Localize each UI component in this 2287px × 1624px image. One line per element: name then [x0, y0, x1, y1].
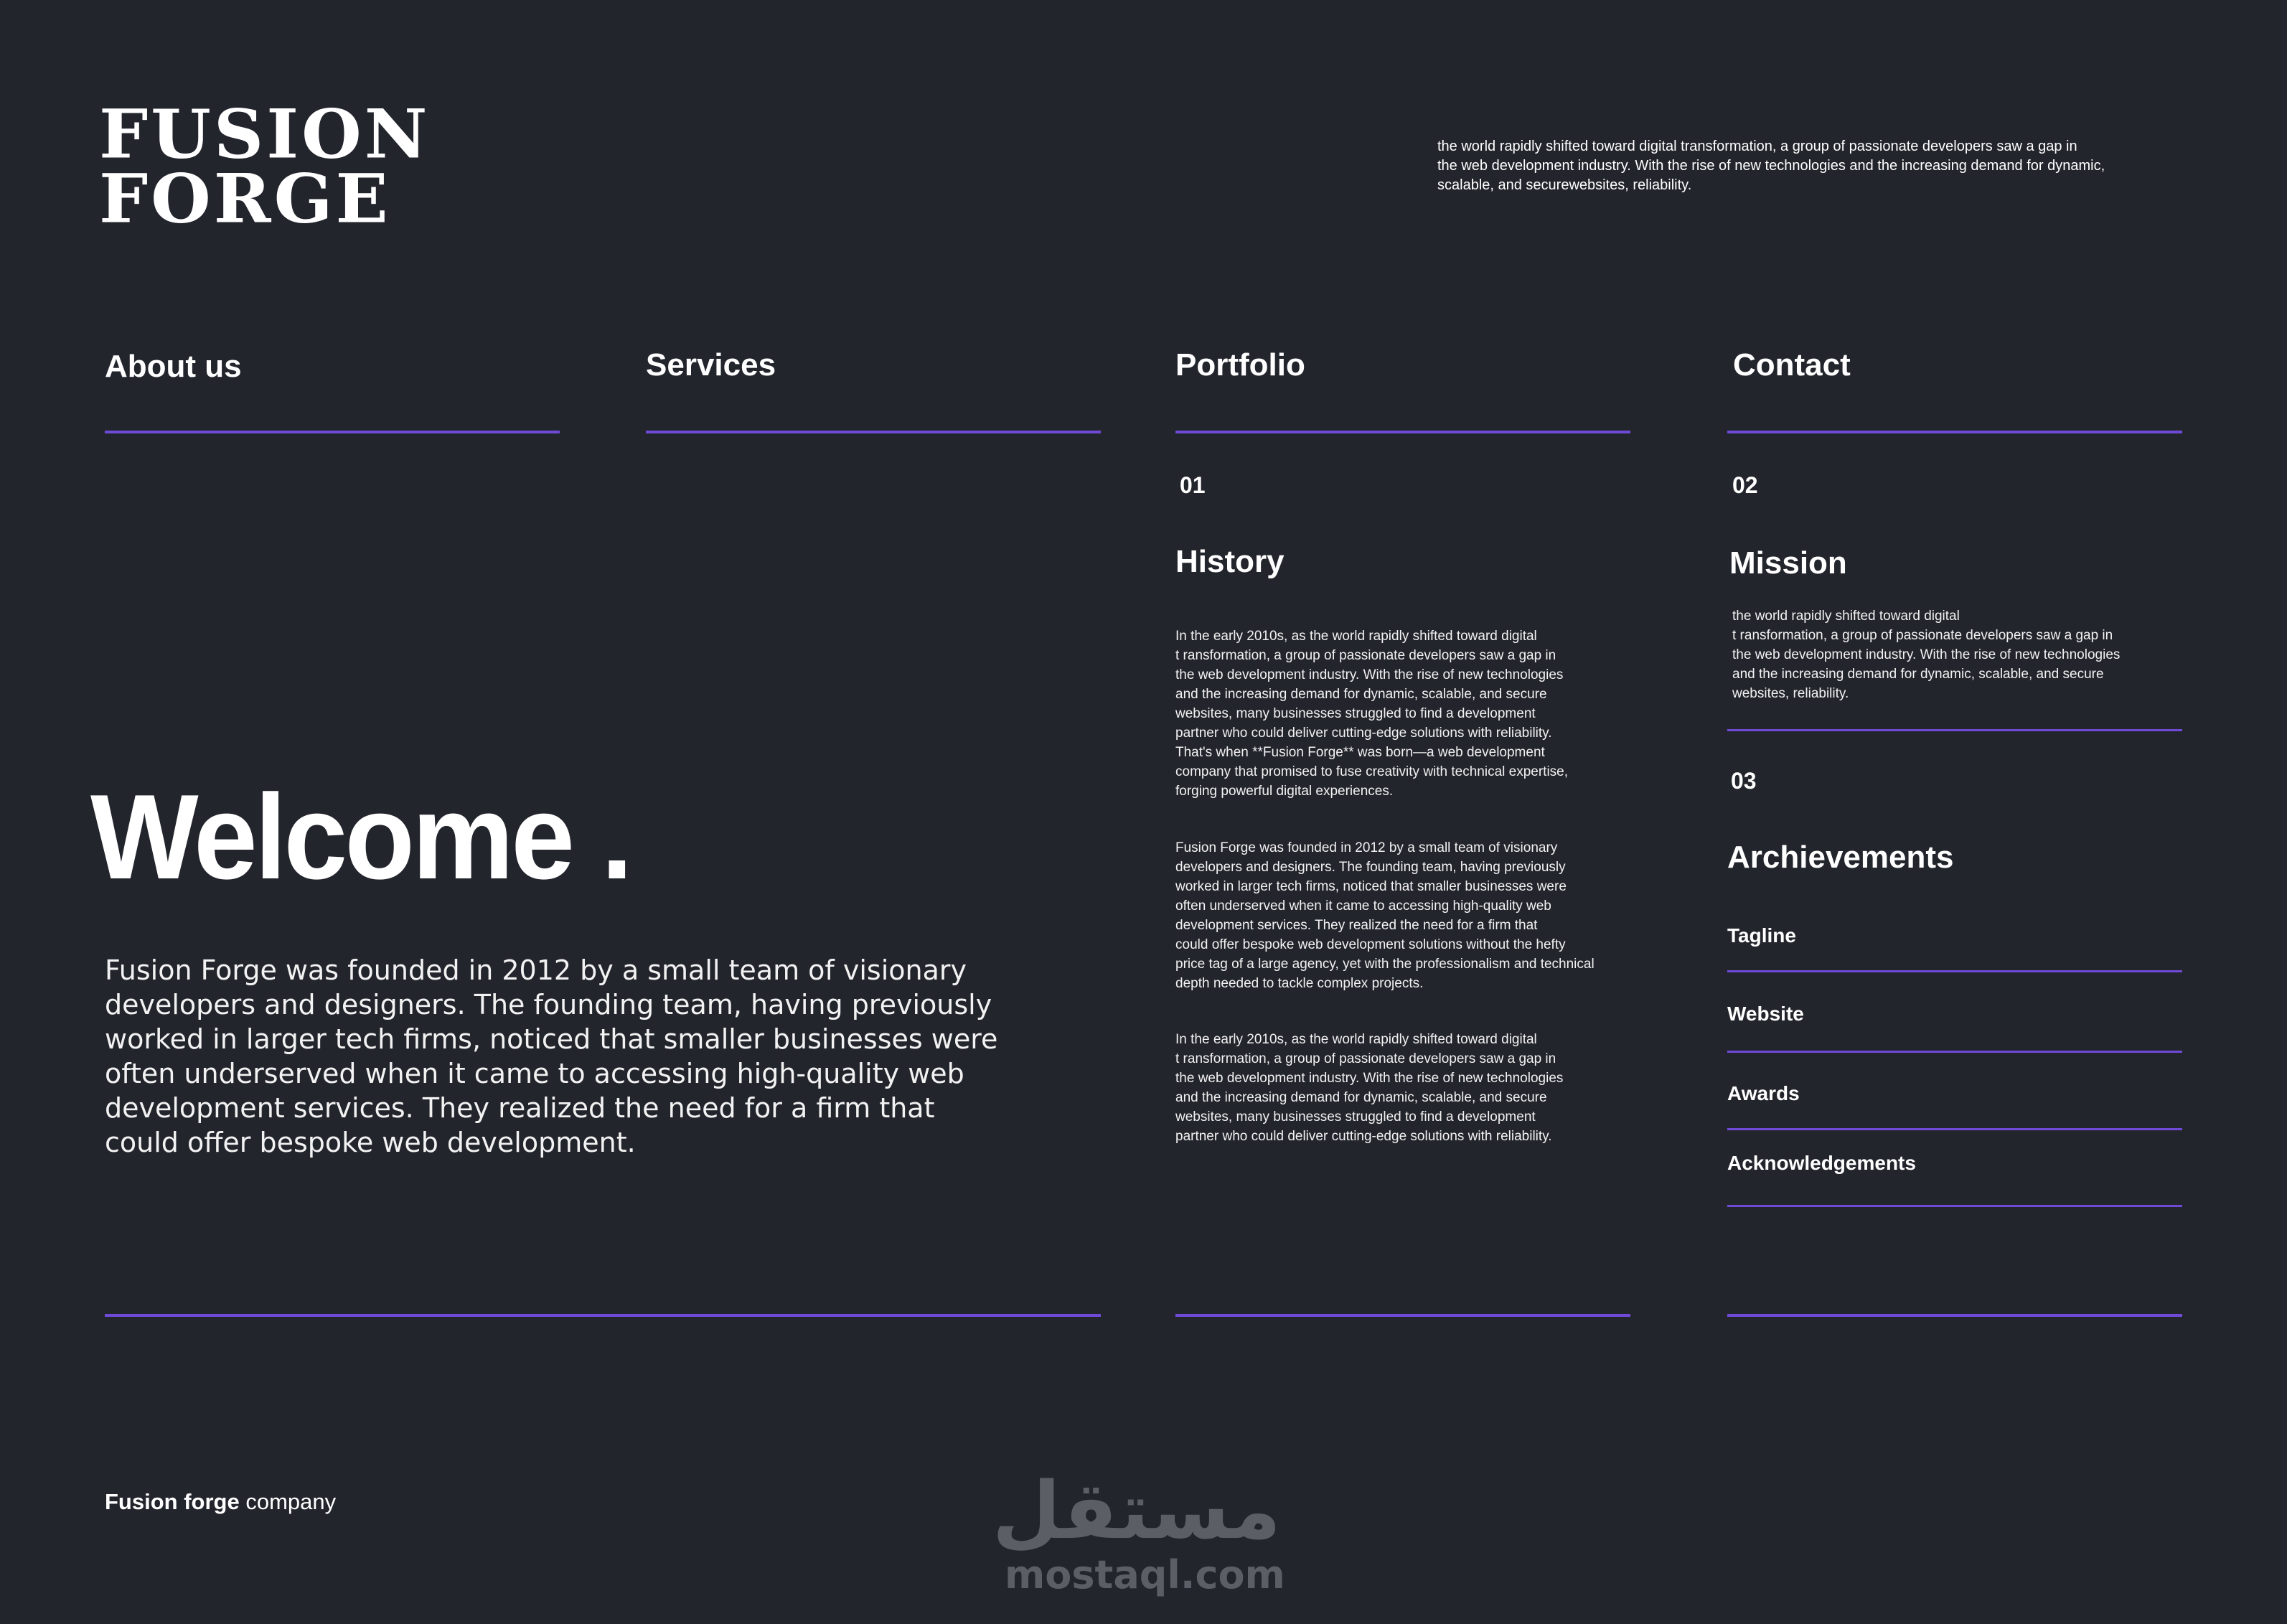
logo-line-2: FORGE: [99, 159, 391, 238]
nav-services[interactable]: Services: [646, 347, 776, 382]
bottom-rule-middle: [1175, 1314, 1630, 1317]
nav-underline-contact: [1727, 431, 2182, 433]
history-paragraph-3: In the early 2010s, as the world rapidly shifted toward digital t ransformation, a group of passionate developers saw a gap in the web development industry. With the rise of new technologies and the increasing demand for dynamic, scalable, and secure websites, many businesses struggled to find a development partner who could deliver cutting-edge solutions with reliability.: [1175, 1032, 1564, 1144]
bottom-rule-left: [105, 1314, 1101, 1317]
footer-brand-suffix: company: [245, 1489, 337, 1514]
history-paragraph-2: Fusion Forge was founded in 2012 by a small team of visionary developers and designers. The founding team, having previously worked in larger tech firms, noticed that smaller businesses were often underserved when it came to accessing high-quality web development services. They realized the need for a firm that could offer bespoke web development solutions without the hefty price tag of a large agency, yet with the professionalism and technical depth needed to tackle complex projects.: [1175, 840, 1595, 991]
footer-brand-name: Fusion forge: [105, 1489, 240, 1514]
logo[interactable]: [99, 94, 431, 238]
achievement-item-website[interactable]: Website: [1727, 1003, 1804, 1025]
mission-divider: [1727, 729, 2182, 731]
achievement-divider: [1727, 1128, 2182, 1130]
achievement-divider: [1727, 1051, 2182, 1053]
achievement-item-tagline[interactable]: Tagline: [1727, 924, 1796, 947]
watermark-latin: mostaql.com: [1005, 1552, 1285, 1597]
history-number: 01: [1180, 472, 1206, 498]
mission-number: 02: [1732, 472, 1758, 498]
achievements-title: Archievements: [1727, 840, 1954, 875]
nav-underline-services: [646, 431, 1101, 433]
nav-underline-about: [105, 431, 560, 433]
nav-portfolio[interactable]: Portfolio: [1175, 347, 1305, 382]
mission-text: the world rapidly shifted toward digital t ransformation, a group of passionate developers saw a gap in the web development industry. With the rise of new technologies and the increasing demand for dynamic, scalable, and secure websites, reliability.: [1732, 609, 2121, 701]
history-paragraph-1: In the early 2010s, as the world rapidly shifted toward digital t ransformation, a group of passionate developers saw a gap in the web development industry. With the rise of new technologies and the increasing demand for dynamic, scalable, and secure websites, many businesses struggled to find a development partner who could deliver cutting-edge solutions with reliability. That's when **Fusion Forge** was born—a web development company that promised to fuse creativity with technical expertise, forging powerful digital experiences.: [1175, 629, 1569, 799]
nav-about-us[interactable]: About us: [105, 349, 242, 384]
watermark-arabic: مستقل: [992, 1465, 1281, 1557]
nav-contact[interactable]: Contact: [1733, 347, 1851, 382]
nav-underline-portfolio: [1175, 431, 1630, 433]
achievement-item-awards[interactable]: Awards: [1727, 1082, 1800, 1104]
history-title: History: [1175, 544, 1285, 579]
bottom-rule-right: [1727, 1314, 2182, 1317]
achievement-item-acknowledgements[interactable]: Acknowledgements: [1727, 1152, 1916, 1174]
achievement-divider: [1727, 1205, 2182, 1207]
mission-title: Mission: [1729, 545, 1847, 581]
logo-line-1: FUSION: [99, 94, 431, 174]
achievements-number: 03: [1731, 768, 1757, 794]
footer-brand: [105, 1489, 336, 1515]
intro-text: the world rapidly shifted toward digital transformation, a group of passionate developers saw a gap in the web development industry. With the rise of new technologies and the increasing demand for dynamic, scalable, and securewebsites, reliability.: [1437, 139, 2105, 193]
achievement-divider: [1727, 970, 2182, 972]
watermark-logo: [992, 1465, 1285, 1597]
welcome-text: Fusion Forge was founded in 2012 by a small team of visionary developers and designers. The founding team, having previously worked in larger tech firms, noticed that smaller businesses were often underserved when it came to accessing high-quality web development services. They realized the need for a firm that could offer bespoke web development.: [105, 954, 998, 1158]
welcome-heading: Welcome .: [90, 769, 631, 904]
